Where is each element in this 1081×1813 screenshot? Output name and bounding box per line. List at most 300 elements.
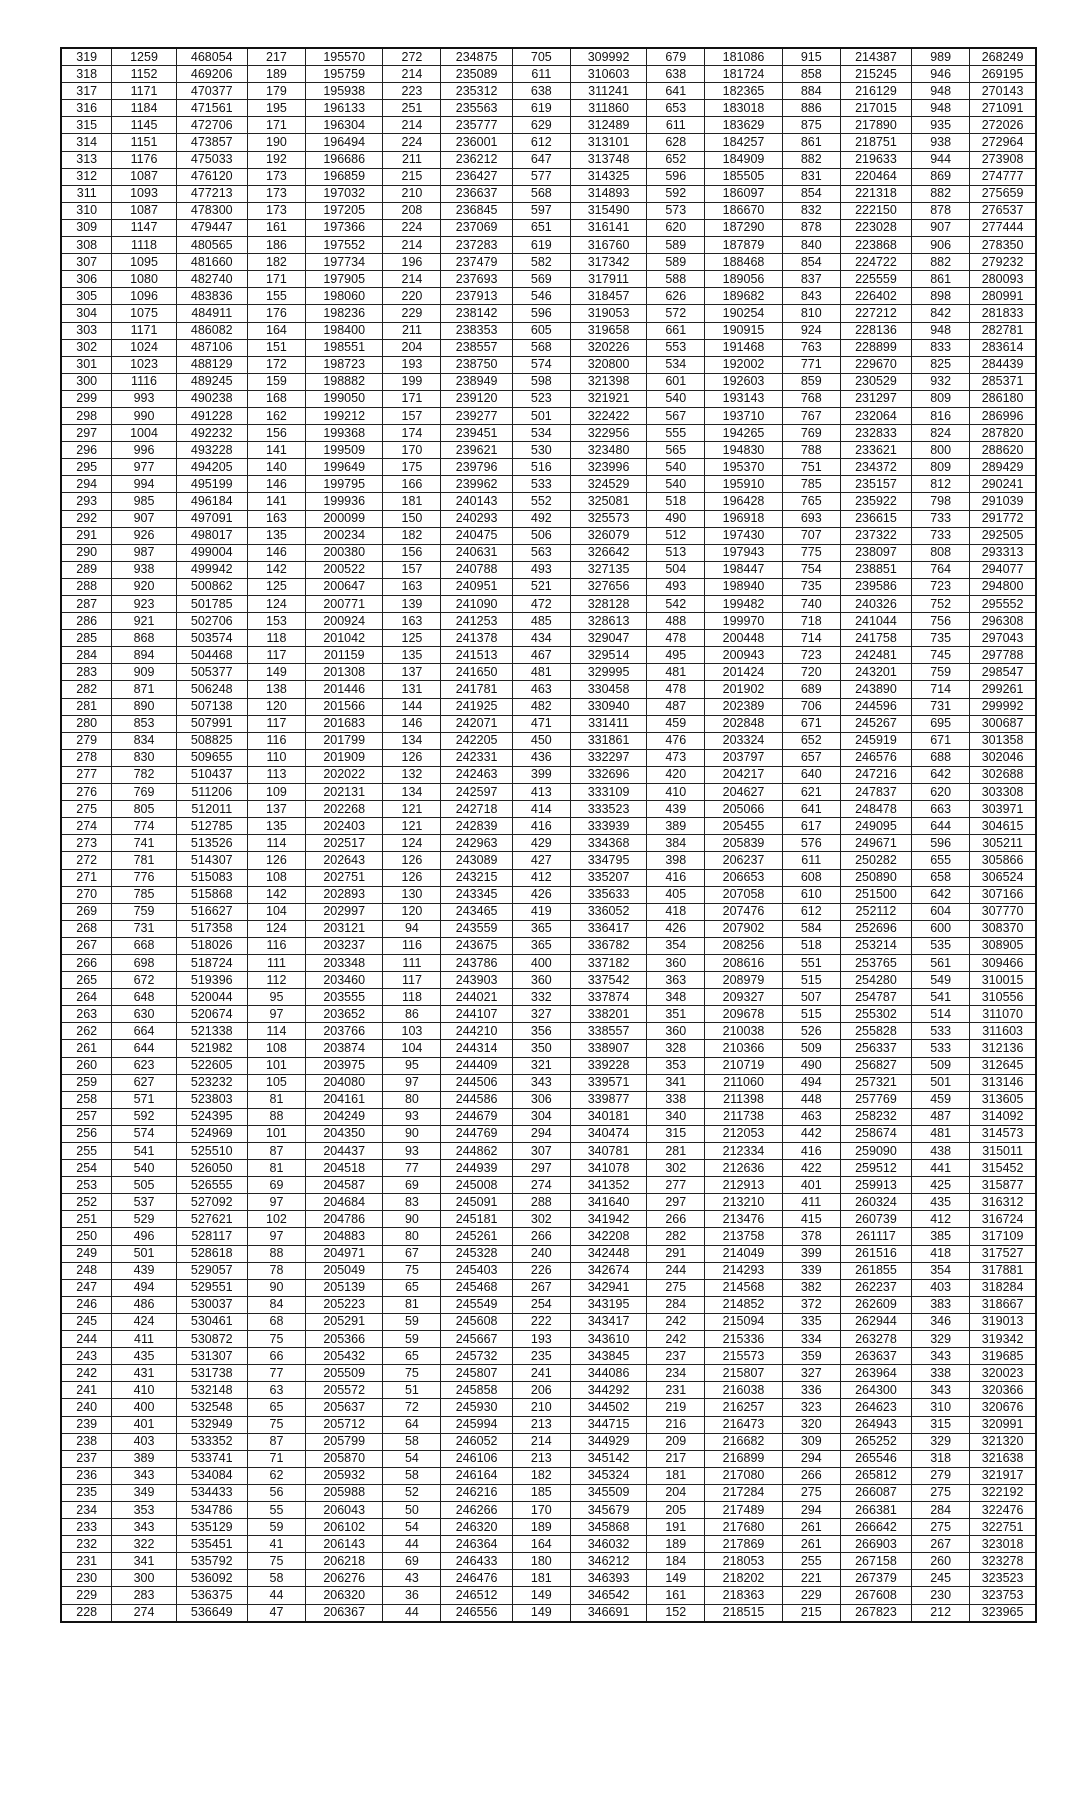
table-cell: 507991: [176, 715, 247, 732]
table-cell: 199050: [305, 390, 382, 407]
table-cell: 520674: [176, 1006, 247, 1023]
table-cell: 253765: [840, 954, 911, 971]
table-cell: 297: [647, 1194, 705, 1211]
table-cell: 620: [912, 784, 970, 801]
table-cell: 192603: [705, 373, 782, 390]
table-cell: 214293: [705, 1262, 782, 1279]
table-cell: 482: [512, 698, 570, 715]
table-cell: 47: [247, 1604, 305, 1622]
table-row: [61, 305, 1036, 322]
table-row: [61, 1587, 1036, 1604]
table-cell: 297788: [970, 647, 1036, 664]
table-cell: 304615: [970, 818, 1036, 835]
table-cell: 487: [912, 1108, 970, 1125]
table-cell: 798: [912, 493, 970, 510]
table-cell: 509655: [176, 749, 247, 766]
table-cell: 327135: [570, 561, 646, 578]
table-cell: 529057: [176, 1262, 247, 1279]
table-cell: 512: [647, 527, 705, 544]
table-cell: 342674: [570, 1262, 646, 1279]
table-cell: 153: [247, 613, 305, 630]
table-cell: 268249: [970, 48, 1036, 66]
table-cell: 245930: [441, 1399, 512, 1416]
table-cell: 341: [112, 1553, 176, 1570]
table-cell: 313605: [970, 1091, 1036, 1108]
table-cell: 294: [782, 1450, 840, 1467]
table-cell: 878: [912, 202, 970, 219]
table-cell: 293313: [970, 544, 1036, 561]
table-cell: 463: [782, 1108, 840, 1125]
table-cell: 317342: [570, 254, 646, 271]
score-cell: 300: [61, 373, 112, 390]
table-cell: 284: [647, 1296, 705, 1313]
table-cell: 170: [512, 1501, 570, 1518]
table-cell: 189682: [705, 288, 782, 305]
table-cell: 627: [112, 1074, 176, 1091]
table-cell: 137: [383, 664, 441, 681]
table-cell: 43: [383, 1570, 441, 1587]
table-cell: 239796: [441, 459, 512, 476]
table-cell: 509: [782, 1040, 840, 1057]
table-cell: 714: [912, 681, 970, 698]
table-cell: 816: [912, 407, 970, 424]
table-cell: 135: [247, 527, 305, 544]
table-cell: 401: [112, 1416, 176, 1433]
score-cell: 259: [61, 1074, 112, 1091]
table-cell: 199: [383, 373, 441, 390]
table-cell: 284439: [970, 356, 1036, 373]
table-cell: 203652: [305, 1006, 382, 1023]
table-row: [61, 1484, 1036, 1501]
table-cell: 337542: [570, 972, 646, 989]
table-cell: 563: [512, 544, 570, 561]
table-cell: 251500: [840, 886, 911, 903]
table-cell: 242597: [441, 784, 512, 801]
table-cell: 308370: [970, 920, 1036, 937]
table-cell: 598: [512, 373, 570, 390]
table-cell: 439: [647, 801, 705, 818]
table-cell: 191468: [705, 339, 782, 356]
table-cell: 641: [782, 801, 840, 818]
table-cell: 240: [512, 1245, 570, 1262]
table-cell: 515: [782, 1006, 840, 1023]
table-cell: 277: [647, 1177, 705, 1194]
table-cell: 163: [383, 613, 441, 630]
table-cell: 44: [247, 1587, 305, 1604]
table-cell: 487106: [176, 339, 247, 356]
table-cell: 759: [912, 664, 970, 681]
table-cell: 198447: [705, 561, 782, 578]
score-cell: 283: [61, 664, 112, 681]
table-cell: 196494: [305, 134, 382, 151]
table-row: [61, 561, 1036, 578]
table-cell: 243786: [441, 954, 512, 971]
score-cell: 228: [61, 1604, 112, 1622]
table-cell: 805: [112, 801, 176, 818]
table-cell: 214: [383, 66, 441, 83]
score-cell: 236: [61, 1467, 112, 1484]
table-cell: 488129: [176, 356, 247, 373]
table-cell: 88: [247, 1245, 305, 1262]
table-cell: 324529: [570, 476, 646, 493]
table-cell: 651: [512, 219, 570, 236]
table-cell: 553: [647, 339, 705, 356]
table-cell: 300: [112, 1570, 176, 1587]
table-cell: 205223: [305, 1296, 382, 1313]
table-cell: 322422: [570, 407, 646, 424]
table-cell: 265252: [840, 1433, 911, 1450]
table-cell: 175: [383, 459, 441, 476]
table-cell: 183629: [705, 117, 782, 134]
table-cell: 246320: [441, 1519, 512, 1536]
table-cell: 769: [112, 784, 176, 801]
table-cell: 279: [912, 1467, 970, 1484]
table-cell: 221: [782, 1570, 840, 1587]
table-cell: 237: [647, 1348, 705, 1365]
table-cell: 266903: [840, 1536, 911, 1553]
table-cell: 218363: [705, 1587, 782, 1604]
table-cell: 322192: [970, 1484, 1036, 1501]
table-cell: 526050: [176, 1160, 247, 1177]
table-cell: 205988: [305, 1484, 382, 1501]
table-cell: 151: [247, 339, 305, 356]
table-cell: 210719: [705, 1057, 782, 1074]
table-cell: 204: [383, 339, 441, 356]
table-cell: 769: [782, 425, 840, 442]
table-row: [61, 1040, 1036, 1057]
table-cell: 788: [782, 442, 840, 459]
table-cell: 212334: [705, 1143, 782, 1160]
table-cell: 300687: [970, 715, 1036, 732]
table-cell: 316141: [570, 219, 646, 236]
table-cell: 212053: [705, 1125, 782, 1142]
table-cell: 269195: [970, 66, 1036, 83]
table-cell: 246106: [441, 1450, 512, 1467]
table-cell: 333523: [570, 801, 646, 818]
table-cell: 218053: [705, 1553, 782, 1570]
score-cell: 306: [61, 271, 112, 288]
table-cell: 241781: [441, 681, 512, 698]
table-cell: 378: [782, 1228, 840, 1245]
table-cell: 335207: [570, 869, 646, 886]
table-cell: 241758: [840, 630, 911, 647]
table-cell: 193710: [705, 407, 782, 424]
table-cell: 219633: [840, 151, 911, 168]
table-cell: 220: [383, 288, 441, 305]
table-cell: 244210: [441, 1023, 512, 1040]
table-cell: 338907: [570, 1040, 646, 1057]
table-cell: 200771: [305, 596, 382, 613]
table-cell: 494: [782, 1074, 840, 1091]
table-cell: 411: [782, 1194, 840, 1211]
table-cell: 205455: [705, 818, 782, 835]
table-cell: 200924: [305, 613, 382, 630]
table-cell: 203121: [305, 920, 382, 937]
table-cell: 101: [247, 1057, 305, 1074]
table-cell: 338201: [570, 1006, 646, 1023]
table-cell: 173: [247, 202, 305, 219]
table-cell: 493228: [176, 442, 247, 459]
table-cell: 776: [112, 869, 176, 886]
score-cell: 232: [61, 1536, 112, 1553]
table-cell: 588: [647, 271, 705, 288]
table-cell: 534: [512, 425, 570, 442]
table-cell: 125: [247, 578, 305, 595]
table-cell: 344086: [570, 1365, 646, 1382]
table-row: [61, 271, 1036, 288]
table-cell: 182: [512, 1467, 570, 1484]
table-cell: 478: [647, 681, 705, 698]
table-cell: 181086: [705, 48, 782, 66]
score-cell: 255: [61, 1143, 112, 1160]
table-cell: 275: [647, 1279, 705, 1296]
table-cell: 313146: [970, 1074, 1036, 1091]
table-cell: 198940: [705, 578, 782, 595]
table-cell: 238142: [441, 305, 512, 322]
score-cell: 315: [61, 117, 112, 134]
table-cell: 511206: [176, 784, 247, 801]
table-cell: 310603: [570, 66, 646, 83]
table-cell: 498017: [176, 527, 247, 544]
table-cell: 97: [247, 1194, 305, 1211]
table-cell: 266642: [840, 1519, 911, 1536]
score-cell: 265: [61, 972, 112, 989]
table-cell: 752: [912, 596, 970, 613]
table-cell: 533741: [176, 1450, 247, 1467]
table-cell: 478: [647, 630, 705, 647]
table-cell: 44: [383, 1604, 441, 1622]
table-cell: 185: [512, 1484, 570, 1501]
table-row: [61, 1519, 1036, 1536]
score-distribution-table: [60, 47, 1037, 1623]
table-cell: 993: [112, 390, 176, 407]
table-row: [61, 1553, 1036, 1570]
table-row: [61, 972, 1036, 989]
table-cell: 344715: [570, 1416, 646, 1433]
table-cell: 401: [782, 1177, 840, 1194]
table-row: [61, 459, 1036, 476]
table-cell: 207476: [705, 903, 782, 920]
table-cell: 555: [647, 425, 705, 442]
table-cell: 125: [383, 630, 441, 647]
table-cell: 382: [782, 1279, 840, 1296]
table-row: [61, 1382, 1036, 1399]
score-cell: 273: [61, 835, 112, 852]
table-cell: 1118: [112, 237, 176, 254]
table-cell: 938: [112, 561, 176, 578]
table-cell: 346212: [570, 1553, 646, 1570]
table-cell: 309466: [970, 954, 1036, 971]
table-cell: 259512: [840, 1160, 911, 1177]
table-cell: 69: [247, 1177, 305, 1194]
score-cell: 312: [61, 168, 112, 185]
table-cell: 348: [647, 989, 705, 1006]
table-cell: 322476: [970, 1501, 1036, 1518]
score-cell: 292: [61, 510, 112, 527]
table-cell: 242071: [441, 715, 512, 732]
table-cell: 621: [782, 784, 840, 801]
table-cell: 241253: [441, 613, 512, 630]
table-cell: 190915: [705, 322, 782, 339]
score-cell: 285: [61, 630, 112, 647]
score-cell: 319: [61, 48, 112, 66]
table-cell: 111: [383, 954, 441, 971]
table-cell: 216: [647, 1416, 705, 1433]
table-cell: 573: [647, 202, 705, 219]
table-cell: 523803: [176, 1091, 247, 1108]
table-cell: 149: [512, 1604, 570, 1622]
table-cell: 342208: [570, 1228, 646, 1245]
table-cell: 689: [782, 681, 840, 698]
table-cell: 208: [383, 202, 441, 219]
table-cell: 412: [512, 869, 570, 886]
table-row: [61, 784, 1036, 801]
table-cell: 329514: [570, 647, 646, 664]
table-cell: 243201: [840, 664, 911, 681]
table-cell: 226: [512, 1262, 570, 1279]
table-cell: 204518: [305, 1160, 382, 1177]
table-cell: 533: [912, 1023, 970, 1040]
table-cell: 206218: [305, 1553, 382, 1570]
table-cell: 217489: [705, 1501, 782, 1518]
table-cell: 202997: [305, 903, 382, 920]
table-cell: 1151: [112, 134, 176, 151]
table-cell: 217080: [705, 1467, 782, 1484]
table-cell: 858: [782, 66, 840, 83]
table-cell: 164: [247, 322, 305, 339]
table-cell: 142: [247, 886, 305, 903]
score-cell: 250: [61, 1228, 112, 1245]
table-cell: 262944: [840, 1313, 911, 1330]
table-cell: 320023: [970, 1365, 1036, 1382]
table-cell: 176: [247, 305, 305, 322]
table-cell: 242331: [441, 749, 512, 766]
table-cell: 655: [912, 852, 970, 869]
table-cell: 246364: [441, 1536, 512, 1553]
table-cell: 518724: [176, 954, 247, 971]
table-cell: 245919: [840, 732, 911, 749]
table-cell: 705: [512, 48, 570, 66]
table-row: [61, 835, 1036, 852]
table-cell: 541: [112, 1143, 176, 1160]
table-cell: 240143: [441, 493, 512, 510]
table-cell: 492: [512, 510, 570, 527]
table-cell: 513526: [176, 835, 247, 852]
table-cell: 246164: [441, 1467, 512, 1484]
table-cell: 104: [383, 1040, 441, 1057]
table-cell: 272026: [970, 117, 1036, 134]
table-cell: 247837: [840, 784, 911, 801]
table-cell: 327: [782, 1365, 840, 1382]
table-cell: 266: [647, 1211, 705, 1228]
table-cell: 517358: [176, 920, 247, 937]
table-cell: 242205: [441, 732, 512, 749]
table-cell: 989: [912, 48, 970, 66]
table-row: [61, 100, 1036, 117]
score-cell: 271: [61, 869, 112, 886]
table-cell: 638: [512, 83, 570, 100]
table-cell: 275: [912, 1484, 970, 1501]
table-cell: 319658: [570, 322, 646, 339]
table-cell: 513: [647, 544, 705, 561]
table-cell: 751: [782, 459, 840, 476]
table-cell: 36: [383, 1587, 441, 1604]
table-cell: 244679: [441, 1108, 512, 1125]
table-cell: 302688: [970, 766, 1036, 783]
table-cell: 415: [782, 1211, 840, 1228]
table-cell: 214: [383, 271, 441, 288]
table-cell: 336: [782, 1382, 840, 1399]
table-cell: 195: [247, 100, 305, 117]
table-cell: 245267: [840, 715, 911, 732]
table-cell: 239962: [441, 476, 512, 493]
score-cell: 282: [61, 681, 112, 698]
table-cell: 87: [247, 1433, 305, 1450]
table-cell: 427: [512, 852, 570, 869]
table-cell: 481: [647, 664, 705, 681]
table-cell: 243890: [840, 681, 911, 698]
table-cell: 246052: [441, 1433, 512, 1450]
table-cell: 448: [782, 1091, 840, 1108]
table-cell: 333109: [570, 784, 646, 801]
table-cell: 205637: [305, 1399, 382, 1416]
score-cell: 279: [61, 732, 112, 749]
table-cell: 267823: [840, 1604, 911, 1622]
table-cell: 241044: [840, 613, 911, 630]
table-cell: 518: [647, 493, 705, 510]
table-cell: 469206: [176, 66, 247, 83]
table-cell: 764: [912, 561, 970, 578]
table-cell: 245732: [441, 1348, 512, 1365]
table-cell: 403: [912, 1279, 970, 1296]
table-cell: 182: [383, 527, 441, 544]
table-cell: 315: [647, 1125, 705, 1142]
table-cell: 291039: [970, 493, 1036, 510]
table-row: [61, 1536, 1036, 1553]
table-cell: 309: [782, 1433, 840, 1450]
table-cell: 668: [112, 937, 176, 954]
table-cell: 230: [912, 1587, 970, 1604]
table-cell: 412: [912, 1211, 970, 1228]
table-cell: 103: [383, 1023, 441, 1040]
table-cell: 337182: [570, 954, 646, 971]
table-cell: 536649: [176, 1604, 247, 1622]
table-cell: 346691: [570, 1604, 646, 1622]
table-cell: 485: [512, 613, 570, 630]
table-cell: 173: [247, 185, 305, 202]
score-cell: 231: [61, 1553, 112, 1570]
table-cell: 132: [383, 766, 441, 783]
table-cell: 363: [647, 972, 705, 989]
table-cell: 267379: [840, 1570, 911, 1587]
table-cell: 244586: [441, 1091, 512, 1108]
table-cell: 200943: [705, 647, 782, 664]
table-row: [61, 544, 1036, 561]
table-row: [61, 903, 1036, 920]
table-row: [61, 442, 1036, 459]
table-cell: 236001: [441, 134, 512, 151]
table-cell: 139: [383, 596, 441, 613]
table-cell: 530872: [176, 1331, 247, 1348]
score-cell: 251: [61, 1211, 112, 1228]
table-cell: 333939: [570, 818, 646, 835]
table-cell: 112: [247, 972, 305, 989]
table-cell: 204587: [305, 1177, 382, 1194]
table-cell: 200380: [305, 544, 382, 561]
table-cell: 353: [112, 1501, 176, 1518]
table-cell: 372: [782, 1296, 840, 1313]
score-cell: 309: [61, 219, 112, 236]
